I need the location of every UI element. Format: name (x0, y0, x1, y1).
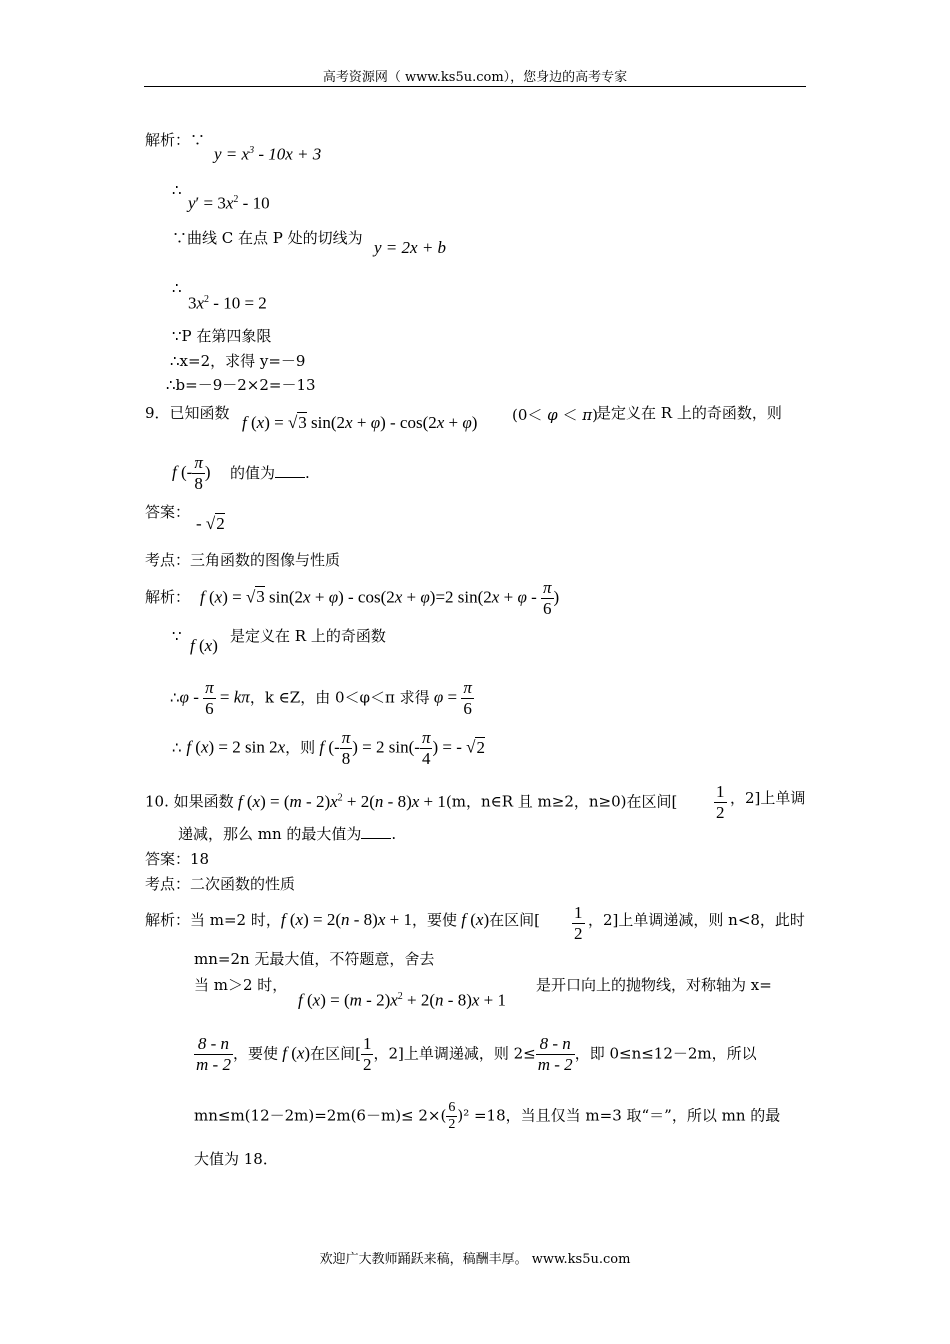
q9-stem-suffix: 是定义在 R 上的奇函数，则 (596, 404, 782, 422)
q9-stem-prefix: 9．已知函数 (145, 404, 230, 422)
q9-phi-line: ∴φ - $\frac{\pi}{6}$ = kπ，k ∈Z，由 0＜φ＜π 求得 φ = $\frac{\pi}{6}$ (170, 678, 472, 718)
q9-topic: 考点：三角函数的图像与性质 (145, 551, 341, 569)
q10-case2-func: f $(x) = (m - 2)x^2 + 2(n - 8)x + 1$ (298, 990, 506, 1010)
q8-therefore-2: ∴ (172, 279, 182, 297)
q9-stem-function: f (x) = √3 sin(2x + φ) - cos(2x + φ) (242, 413, 478, 432)
q10-stem-frac: $\frac{1}{2}$ (716, 782, 725, 822)
q10-case2-line3: mn≤m(12－2m)=2m(6－m)≤ 2×( $\frac{6}{2}$ )² =18，当且仅当 m=3 取“＝”，所以 mn 的最 (194, 1100, 781, 1132)
q10-case2-line4: 大值为 18． (194, 1150, 278, 1168)
q10-case1-end: ，2]上单调递减，则 n<8，此时 (588, 911, 805, 929)
q9-phi-k: ，k ∈Z，由 0＜φ＜π 求得 (249, 688, 430, 707)
q10-case2-suffix: 是开口向上的抛物线，对称轴为 x= (536, 976, 772, 994)
q8-eq-tangent: y = 2x + b (374, 238, 447, 257)
page-footer: 欢迎广大教师踊跃来稿，稿酬丰厚。 www.ks5u.com (319, 1252, 631, 1267)
q9-answer-value: - √2 (196, 514, 225, 533)
q10-case1: 解析：当 m=2 时，f (x) = 2(n - 8)x + 1，要使 f (x)在区间[ (145, 910, 540, 929)
q9-value-expr: f (- $\frac{\pi}{8}$ ) (172, 453, 211, 493)
q8-jiexi-label: 解析：∵ (145, 131, 206, 149)
q8-therefore-1: ∴ (172, 181, 182, 199)
q9-jiexi-label: 解析： (145, 588, 191, 606)
q10-case2-line2: $\frac{8 - n}{m - 2}$ ，要使 f (x)在区间[ $\frac{1}{2}$ ，2]上单调递减，则 2≤ $\frac{8 - n}{m - 2}$ ，即 0≤n≤12－2m，所以 (196, 1034, 757, 1074)
q9-stem-condition: (0＜ φ ＜ π) (512, 406, 598, 424)
q8-eq-derivative: $y' = 3x^2 - 10$ (188, 193, 270, 213)
q9-final-line: ∴ f (x) = 2 sin 2x，则 f (- $\frac{\pi}{8}$ ) = 2 sin(- $\frac{\pi}{4}$ ) = - √2 (172, 728, 485, 768)
q9-value-suffix: 的值为 . (230, 464, 310, 482)
q8-b-line: ∴b=－9－2×2=－13 (166, 376, 316, 394)
header-rule (144, 86, 806, 87)
q10-stem-line2: 递减，那么 mn 的最大值为 . (178, 825, 397, 843)
q8-eq-y: $y = x^3 - 10x + 3$ (214, 144, 322, 164)
q9-jiexi-equation: f (x) = √3 sin(2x + φ) - cos(2x + φ)=2 sin(2x + φ - $\frac{\pi}{6}$ ) (200, 578, 560, 618)
q10-case1-line2: mn=2n 无最大值，不符题意，舍去 (194, 950, 435, 968)
q10-answer: 答案：18 (145, 850, 210, 868)
q10-stem-suffix: ，2]上单调 (730, 789, 806, 807)
answer-blank (275, 465, 305, 478)
q10-stem: 10. 如果函数 f $(x) = (m - 2)x^2 + 2(n - 8)x + 1(m$，n∈R 且 m≥2，n≥0)在区间[ (145, 791, 678, 811)
q8-eq-slope: $3x^2 - 10 = 2$ (188, 293, 267, 313)
q9-fx: f (x) (190, 636, 218, 655)
q8-x-line: ∴x=2，求得 y=－9 (170, 352, 306, 370)
q9-answer-label: 答案： (145, 503, 191, 521)
q8-tangent-text: ∵曲线 C 在点 P 处的切线为 (172, 229, 363, 247)
answer-blank (361, 826, 391, 839)
q9-odd-text: 是定义在 R 上的奇函数 (230, 627, 386, 645)
q9-since: ∵ (172, 627, 182, 645)
q10-topic: 考点：二次函数的性质 (145, 875, 296, 893)
q10-case1-frac: $\frac{1}{2}$ (574, 903, 583, 943)
q8-quadrant: ∵P 在第四象限 (172, 327, 272, 345)
page-header: 高考资源网（ www.ks5u.com），您身边的高考专家 (322, 70, 628, 85)
q10-case2-prefix: 当 m＞2 时， (194, 976, 288, 994)
